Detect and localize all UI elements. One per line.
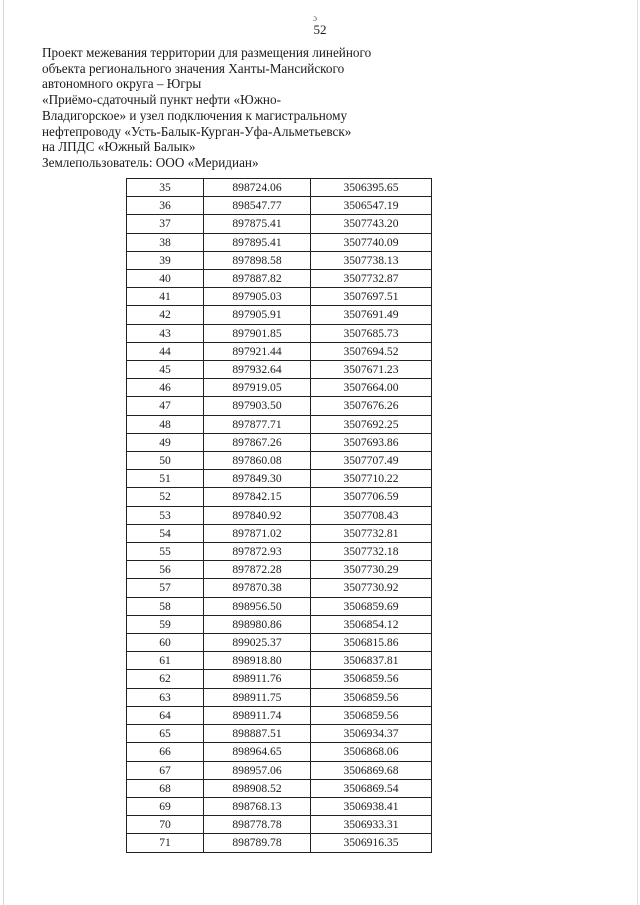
table-row [127, 361, 432, 379]
x-coordinate-cell: 897872.93 [204, 543, 311, 561]
point-number-cell: 71 [127, 834, 204, 852]
y-coordinate-cell: 3506859.56 [311, 688, 432, 706]
point-number-cell: 49 [127, 433, 204, 451]
table-row [127, 306, 432, 324]
y-coordinate-cell: 3507697.51 [311, 288, 432, 306]
y-coordinate-cell: 3507671.23 [311, 361, 432, 379]
x-coordinate-cell: 897895.41 [204, 233, 311, 251]
header-line: на ЛПДС «Южный Балык» [42, 139, 196, 155]
y-coordinate-cell: 3507740.09 [311, 233, 432, 251]
x-coordinate-cell: 898964.65 [204, 743, 311, 761]
table-row [127, 779, 432, 797]
x-coordinate-cell: 898768.13 [204, 797, 311, 815]
point-number-cell: 68 [127, 779, 204, 797]
point-number-cell: 45 [127, 361, 204, 379]
table-row [127, 324, 432, 342]
point-number-cell: 66 [127, 743, 204, 761]
header-line: «Приёмо-сдаточный пункт нефти «Южно- [42, 92, 281, 108]
point-number-cell: 39 [127, 251, 204, 269]
point-number-cell: 53 [127, 506, 204, 524]
table-row [127, 834, 432, 852]
point-number-cell: 59 [127, 615, 204, 633]
x-coordinate-cell: 898887.51 [204, 725, 311, 743]
table-row [127, 452, 432, 470]
x-coordinate-cell: 897840.92 [204, 506, 311, 524]
x-coordinate-cell: 897842.15 [204, 488, 311, 506]
point-number-cell: 52 [127, 488, 204, 506]
y-coordinate-cell: 3506938.41 [311, 797, 432, 815]
header-line: объекта регионального значения Ханты-Мансийского [42, 60, 345, 76]
x-coordinate-cell: 897870.38 [204, 579, 311, 597]
table-row [127, 488, 432, 506]
table-row [127, 197, 432, 215]
y-coordinate-cell: 3506869.54 [311, 779, 432, 797]
y-coordinate-cell: 3507706.59 [311, 488, 432, 506]
table-row [127, 288, 432, 306]
scan-edge-left [3, 0, 4, 905]
point-number-cell: 37 [127, 215, 204, 233]
y-coordinate-cell: 3506859.69 [311, 597, 432, 615]
point-number-cell: 38 [127, 233, 204, 251]
x-coordinate-cell: 897887.82 [204, 270, 311, 288]
table-row [127, 615, 432, 633]
y-coordinate-cell: 3506837.81 [311, 652, 432, 670]
table-row [127, 597, 432, 615]
point-number-cell: 70 [127, 816, 204, 834]
x-coordinate-cell: 897860.08 [204, 452, 311, 470]
y-coordinate-cell: 3507730.29 [311, 561, 432, 579]
y-coordinate-cell: 3507738.13 [311, 251, 432, 269]
point-number-cell: 50 [127, 452, 204, 470]
y-coordinate-cell: 3507732.81 [311, 524, 432, 542]
x-coordinate-cell: 898911.74 [204, 706, 311, 724]
point-number-cell: 35 [127, 179, 204, 197]
scan-edge-right [637, 0, 638, 905]
x-coordinate-cell: 897932.64 [204, 361, 311, 379]
point-number-cell: 40 [127, 270, 204, 288]
x-coordinate-cell: 899025.37 [204, 634, 311, 652]
table-row [127, 561, 432, 579]
y-coordinate-cell: 3506815.86 [311, 634, 432, 652]
y-coordinate-cell: 3506854.12 [311, 615, 432, 633]
point-number-cell: 64 [127, 706, 204, 724]
x-coordinate-cell: 897871.02 [204, 524, 311, 542]
table-row [127, 233, 432, 251]
table-row [127, 816, 432, 834]
y-coordinate-cell: 3506934.37 [311, 725, 432, 743]
y-coordinate-cell: 3507732.87 [311, 270, 432, 288]
table-row [127, 634, 432, 652]
table-row [127, 688, 432, 706]
y-coordinate-cell: 3507692.25 [311, 415, 432, 433]
y-coordinate-cell: 3507743.20 [311, 215, 432, 233]
x-coordinate-cell: 898911.76 [204, 670, 311, 688]
page-number: 52 [313, 22, 327, 37]
table-row [127, 761, 432, 779]
point-number-cell: 46 [127, 379, 204, 397]
land-user-label: Землепользователь: [42, 154, 153, 170]
y-coordinate-cell: 3507676.26 [311, 397, 432, 415]
table-row [127, 506, 432, 524]
table-row [127, 725, 432, 743]
point-number-cell: 54 [127, 524, 204, 542]
x-coordinate-cell: 897905.91 [204, 306, 311, 324]
y-coordinate-cell: 3506859.56 [311, 670, 432, 688]
point-number-cell: 43 [127, 324, 204, 342]
point-number-cell: 48 [127, 415, 204, 433]
x-coordinate-cell: 897875.41 [204, 215, 311, 233]
header-line: автономного округа – Югры [42, 76, 202, 92]
point-number-cell: 42 [127, 306, 204, 324]
table-row [127, 579, 432, 597]
point-number-cell: 60 [127, 634, 204, 652]
coordinates-table-body [127, 179, 432, 853]
table-row [127, 342, 432, 360]
x-coordinate-cell: 898908.52 [204, 779, 311, 797]
table-row [127, 797, 432, 815]
point-number-cell: 69 [127, 797, 204, 815]
header-line: Владигорское» и узел подключения к магистральному [42, 107, 348, 123]
table-row [127, 251, 432, 269]
point-number-cell: 55 [127, 543, 204, 561]
table-row [127, 543, 432, 561]
point-number-cell: 56 [127, 561, 204, 579]
document-header [42, 45, 372, 171]
y-coordinate-cell: 3507664.00 [311, 379, 432, 397]
table-row [127, 524, 432, 542]
x-coordinate-cell: 898789.78 [204, 834, 311, 852]
x-coordinate-cell: 897921.44 [204, 342, 311, 360]
x-coordinate-cell: 897919.05 [204, 379, 311, 397]
table-row [127, 433, 432, 451]
x-coordinate-cell: 898957.06 [204, 761, 311, 779]
x-coordinate-cell: 897849.30 [204, 470, 311, 488]
point-number-cell: 63 [127, 688, 204, 706]
y-coordinate-cell: 3507694.52 [311, 342, 432, 360]
header-line: нефтепроводу «Усть-Балык-Курган-Уфа-Альметьевск» [42, 123, 352, 139]
x-coordinate-cell: 897898.58 [204, 251, 311, 269]
point-number-cell: 57 [127, 579, 204, 597]
x-coordinate-cell: 897905.03 [204, 288, 311, 306]
x-coordinate-cell: 897872.28 [204, 561, 311, 579]
corner-mark: ɔ [313, 13, 317, 23]
land-user-value: ООО «Меридиан» [155, 154, 259, 170]
table-row [127, 743, 432, 761]
x-coordinate-cell: 898956.50 [204, 597, 311, 615]
point-number-cell: 36 [127, 197, 204, 215]
table-row [127, 397, 432, 415]
table-row [127, 270, 432, 288]
x-coordinate-cell: 897877.71 [204, 415, 311, 433]
y-coordinate-cell: 3507685.73 [311, 324, 432, 342]
table-row [127, 215, 432, 233]
table-row [127, 670, 432, 688]
y-coordinate-cell: 3507691.49 [311, 306, 432, 324]
y-coordinate-cell: 3507707.49 [311, 452, 432, 470]
x-coordinate-cell: 898547.77 [204, 197, 311, 215]
y-coordinate-cell: 3507693.86 [311, 433, 432, 451]
y-coordinate-cell: 3506916.35 [311, 834, 432, 852]
point-number-cell: 41 [127, 288, 204, 306]
x-coordinate-cell: 898778.78 [204, 816, 311, 834]
y-coordinate-cell: 3506547.19 [311, 197, 432, 215]
header-line: Проект межевания территории для размещения линейного [42, 45, 372, 60]
point-number-cell: 65 [127, 725, 204, 743]
x-coordinate-cell: 898980.86 [204, 615, 311, 633]
point-number-cell: 58 [127, 597, 204, 615]
y-coordinate-cell: 3506933.31 [311, 816, 432, 834]
x-coordinate-cell: 897903.50 [204, 397, 311, 415]
y-coordinate-cell: 3506868.06 [311, 743, 432, 761]
y-coordinate-cell: 3506869.68 [311, 761, 432, 779]
point-number-cell: 62 [127, 670, 204, 688]
x-coordinate-cell: 898918.80 [204, 652, 311, 670]
table-row [127, 470, 432, 488]
point-number-cell: 51 [127, 470, 204, 488]
table-row [127, 415, 432, 433]
coordinates-table [126, 178, 432, 853]
y-coordinate-cell: 3507710.22 [311, 470, 432, 488]
land-user-line [42, 155, 372, 171]
table-row [127, 706, 432, 724]
y-coordinate-cell: 3507708.43 [311, 506, 432, 524]
point-number-cell: 44 [127, 342, 204, 360]
y-coordinate-cell: 3506395.65 [311, 179, 432, 197]
x-coordinate-cell: 897901.85 [204, 324, 311, 342]
point-number-cell: 67 [127, 761, 204, 779]
table-row [127, 379, 432, 397]
x-coordinate-cell: 897867.26 [204, 433, 311, 451]
table-row [127, 179, 432, 197]
point-number-cell: 61 [127, 652, 204, 670]
table-row [127, 652, 432, 670]
y-coordinate-cell: 3506859.56 [311, 706, 432, 724]
x-coordinate-cell: 898724.06 [204, 179, 311, 197]
y-coordinate-cell: 3507732.18 [311, 543, 432, 561]
point-number-cell: 47 [127, 397, 204, 415]
y-coordinate-cell: 3507730.92 [311, 579, 432, 597]
x-coordinate-cell: 898911.75 [204, 688, 311, 706]
